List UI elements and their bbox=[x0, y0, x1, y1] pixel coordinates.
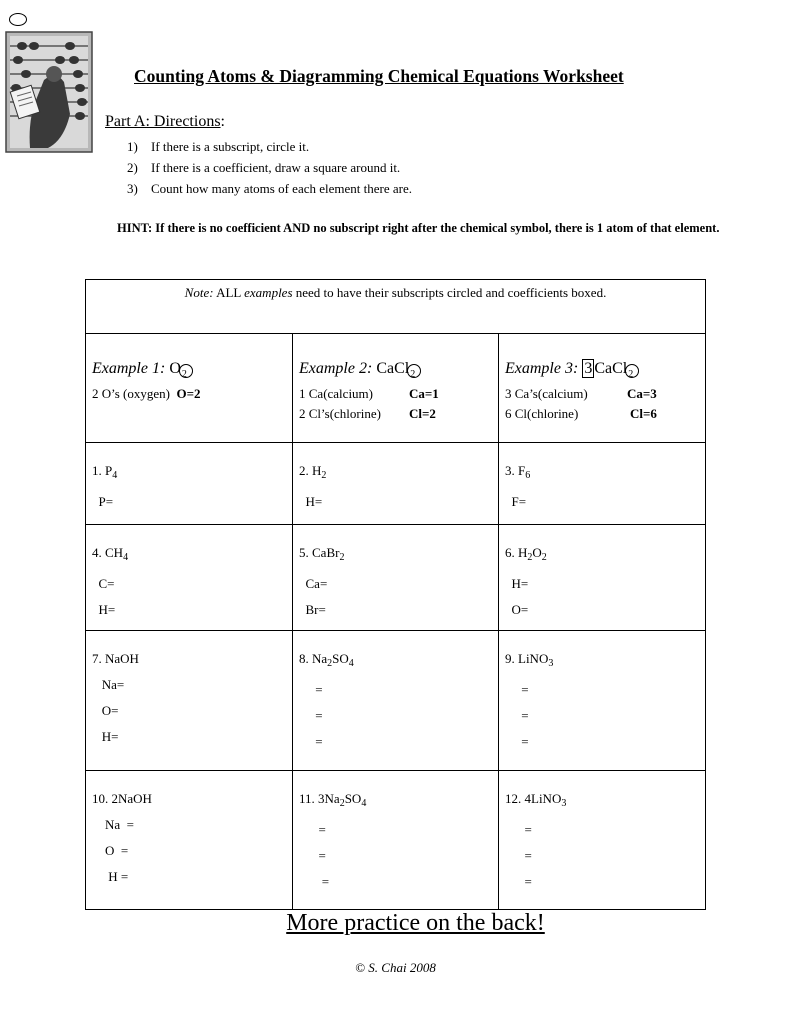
more-practice-text: More practice on the back! bbox=[286, 910, 545, 936]
problem-2-cell: 2. $H_2$ H= bbox=[293, 443, 499, 525]
problem-4-cell: 4. $CH_4$ C= H= bbox=[86, 525, 293, 631]
worksheet-table bbox=[85, 279, 706, 910]
example-3-cell: Example 3: 3 CaCl$_2$ 3 Ca’s(calcium) Ca=3 6 Cl(chlorine) Cl=6 bbox=[499, 334, 706, 443]
subscript-circle: 2 bbox=[181, 360, 187, 384]
problem-1-cell: 1. $P_4$ P= bbox=[86, 443, 293, 525]
subscript-circle: 2 bbox=[627, 360, 633, 384]
example-1-cell: Example 1: $O_2$ 2 O’s (oxygen) O=2 bbox=[86, 334, 293, 443]
problem-10-cell: 10. 2NaOH Na = O = H = bbox=[86, 771, 293, 910]
problem-7-cell: 7. NaOH Na= O= H= bbox=[86, 631, 293, 771]
worksheet-title: Counting Atoms & Diagramming Chemical Equations Worksheet bbox=[134, 66, 624, 86]
direction-item: 2) If there is a coefficient, draw a square around it. bbox=[127, 160, 401, 175]
problem-6-cell: 6. $H_2O_2$ H= O= bbox=[499, 525, 706, 631]
direction-item: 3) Count how many atoms of each element there are. bbox=[127, 181, 412, 196]
copyright-credit: © S. Chai 2008 bbox=[355, 960, 436, 975]
problem-5-cell: 5. CaBr$_2$ Ca= Br= bbox=[293, 525, 499, 631]
problem-12-cell: 12. 4LiNO$_3$ = = = bbox=[499, 771, 706, 910]
direction-item: 1) If there is a subscript, circle it. bbox=[127, 139, 310, 154]
subscript-circle: 2 bbox=[409, 360, 415, 384]
problem-8-cell: 8. $Na_2SO_4$ = = = bbox=[293, 631, 499, 771]
problem-11-cell: 11. $3Na_2SO_4$ = = = bbox=[293, 771, 499, 910]
problem-3-cell: 3. $F_6$ F= bbox=[499, 443, 706, 525]
abacus-clipart bbox=[4, 30, 96, 154]
note-banner: Note: ALL examples need to have their subscripts circled and coefficients boxed. bbox=[86, 280, 706, 334]
corner-oval bbox=[9, 13, 27, 26]
part-a-heading: Part A: Directions: bbox=[105, 113, 225, 130]
example-2-cell: Example 2: CaCl$_2$ 1 Ca(calcium) Ca=1 2 Cl’s(chlorine) Cl=2 bbox=[293, 334, 499, 443]
problem-9-cell: 9. LiNO$_3$ = = = bbox=[499, 631, 706, 771]
hint-text: HINT: If there is no coefficient AND no subscript right after the chemical symbol, there is 1 atom of that element. bbox=[117, 221, 720, 235]
directions-list bbox=[127, 136, 412, 199]
coefficient-box: 3 bbox=[584, 360, 593, 377]
